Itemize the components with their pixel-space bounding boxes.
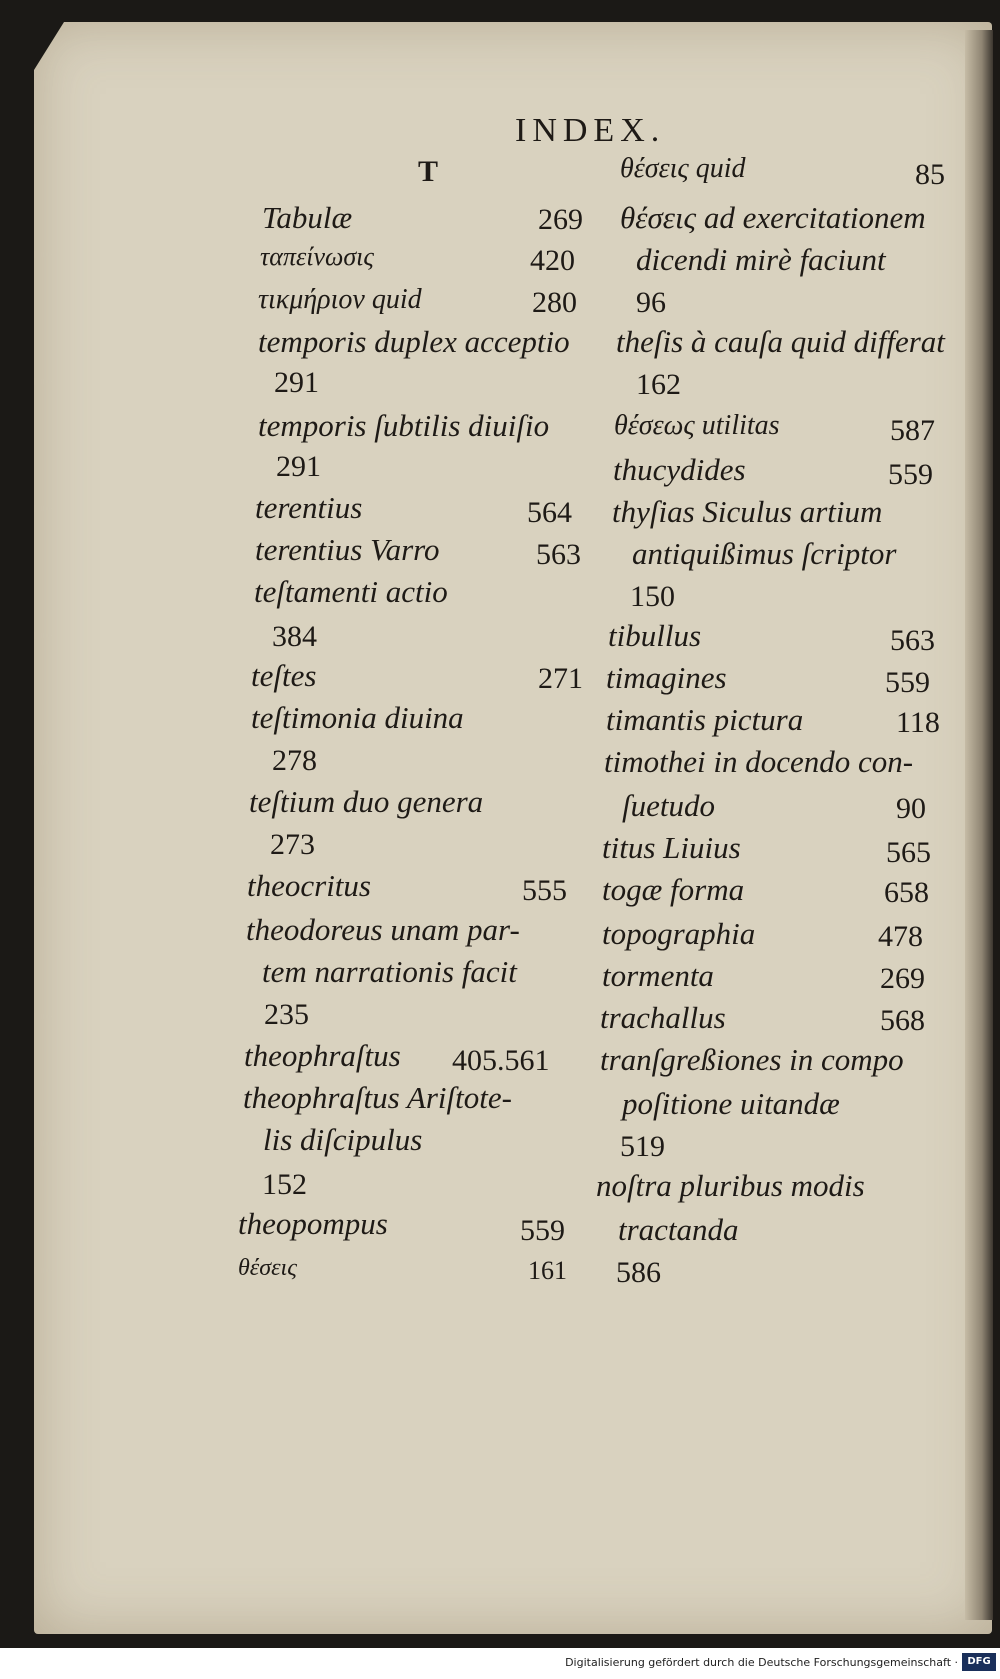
index-term: ταπείνωσις xyxy=(260,242,374,271)
index-page: 405.561 xyxy=(452,1044,550,1077)
index-term: terentius xyxy=(255,490,363,525)
dfg-logo: DFG xyxy=(962,1653,996,1671)
index-term: θέσεις quid xyxy=(620,153,746,184)
index-term: theopompus xyxy=(238,1206,388,1241)
index-term: temporis ſubtilis diuiſio xyxy=(258,408,550,443)
index-page: 161 xyxy=(528,1256,567,1285)
index-page: 478 xyxy=(878,920,923,953)
index-term-line2: tem narrationis facit xyxy=(262,954,517,989)
index-term-line2: lis diſcipulus xyxy=(263,1122,423,1157)
index-page: 563 xyxy=(536,538,581,571)
index-term: titus Liuius xyxy=(602,830,741,865)
index-page: 563 xyxy=(890,624,935,657)
index-page: 278 xyxy=(272,744,317,777)
index-page: 291 xyxy=(274,366,319,399)
index-term: θέσεως utilitas xyxy=(614,410,780,441)
index-term-line2: tractanda xyxy=(618,1212,739,1247)
index-page: 568 xyxy=(880,1004,925,1037)
index-term-line1: thyſias Siculus artium xyxy=(612,494,883,529)
index-page: 519 xyxy=(620,1130,665,1163)
index-page: 565 xyxy=(886,836,931,869)
index-page: 384 xyxy=(272,620,317,653)
index-term: togæ forma xyxy=(602,872,745,907)
index-term: theophraſtus xyxy=(244,1038,401,1073)
index-term: teſtes xyxy=(251,658,317,693)
index-term: tibullus xyxy=(608,618,702,653)
index-page: 150 xyxy=(630,580,675,613)
index-page: 269 xyxy=(538,203,583,236)
page-edge-shadow xyxy=(965,30,993,1620)
index-term: temporis duplex acceptio xyxy=(258,324,570,359)
digitization-footer xyxy=(0,1648,1000,1679)
index-term-line1: tranſgreßiones in compo xyxy=(600,1042,904,1077)
index-term-line1: θέσεις ad exercitationem xyxy=(620,200,926,235)
index-term-line1: theodoreus unam par- xyxy=(246,912,520,947)
index-term: topographia xyxy=(602,916,756,951)
index-page: 271 xyxy=(538,662,583,695)
index-page: 559 xyxy=(520,1214,565,1247)
index-page: 269 xyxy=(880,962,925,995)
index-page: 162 xyxy=(636,368,681,401)
index-term: Tabulæ xyxy=(262,200,353,235)
page-corner-fold xyxy=(34,22,64,70)
index-term: θέσεις xyxy=(238,1255,297,1281)
index-term-line1: theophraſtus Ariſtote- xyxy=(243,1080,512,1115)
index-page: 280 xyxy=(532,286,577,319)
running-title: INDEX. xyxy=(515,112,666,149)
index-term-line2: ſuetudo xyxy=(622,788,715,823)
index-page: 85 xyxy=(915,158,945,191)
index-term: timantis pictura xyxy=(606,702,804,737)
index-term: teſtimonia diuina xyxy=(251,700,464,735)
index-page: 273 xyxy=(270,828,315,861)
index-term: trachallus xyxy=(600,1000,726,1035)
index-term: theocritus xyxy=(247,868,371,903)
index-term-line2: dicendi mirè faciunt xyxy=(636,242,886,277)
index-term-line1: noſtra pluribus modis xyxy=(596,1168,865,1203)
index-page: 420 xyxy=(530,244,575,277)
index-page: 587 xyxy=(890,414,935,447)
index-page: 90 xyxy=(896,792,926,825)
index-page: 291 xyxy=(276,450,321,483)
index-term: tormenta xyxy=(602,958,714,993)
index-page: 555 xyxy=(522,874,567,907)
index-term-line1: timothei in docendo con- xyxy=(604,744,914,779)
index-term: teſtamenti actio xyxy=(254,574,448,609)
footer-credit: Digitalisierung gefördert durch die Deutsche Forschungsgemeinschaft · xyxy=(565,1656,958,1669)
index-term: τικμήριον quid xyxy=(258,284,422,315)
index-term: teſtium duo genera xyxy=(249,784,484,819)
index-term: terentius Varro xyxy=(255,532,440,567)
index-term: thucydides xyxy=(613,452,746,487)
index-page: 96 xyxy=(636,286,666,319)
index-page: 559 xyxy=(888,458,933,491)
index-page: 564 xyxy=(527,496,572,529)
index-page: 235 xyxy=(264,998,309,1031)
index-term: theſis à cauſa quid differat xyxy=(616,324,945,359)
index-page: 658 xyxy=(884,876,929,909)
index-page: 118 xyxy=(896,706,940,739)
index-page: 152 xyxy=(262,1168,307,1201)
index-term-line2: antiquißimus ſcriptor xyxy=(632,536,897,571)
index-page: 559 xyxy=(885,666,930,699)
section-letter: T xyxy=(418,155,439,188)
index-term: timagines xyxy=(606,660,727,695)
index-term-line2: poſitione uitandæ xyxy=(622,1086,840,1121)
index-page: 586 xyxy=(616,1256,661,1289)
